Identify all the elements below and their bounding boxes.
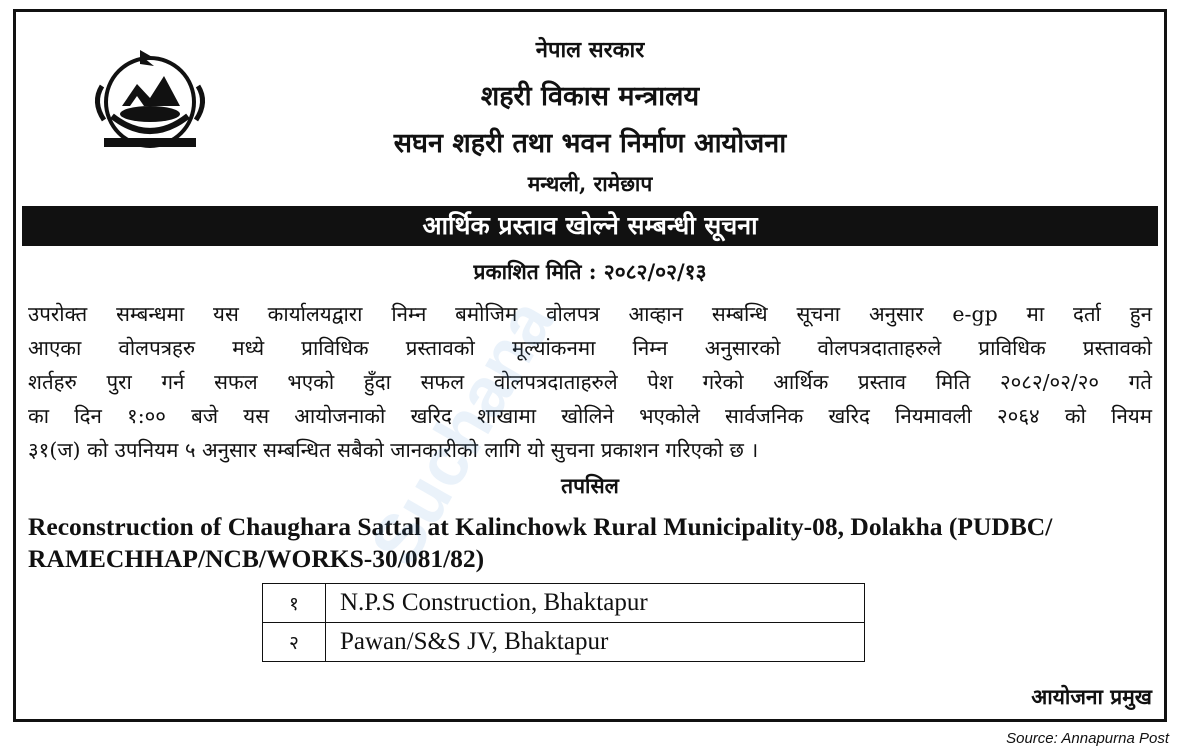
project-title-line-2: RAMECHHAP/NCB/WORKS-30/081/82): [28, 544, 485, 573]
notice-frame: [13, 9, 1167, 722]
body-line-5: ३१(ज) को उपनियम ५ अनुसार सम्बन्धित सबैको जानकारीको लागि यो सुचना प्रकाशन गरिएको छ ।: [28, 438, 759, 462]
source-credit: Source: Annapurna Post: [1006, 730, 1169, 747]
section-title: तपसिल: [561, 473, 619, 498]
bidder-name: Pawan/S&S JV, Bhaktapur: [326, 623, 865, 662]
publish-date: प्रकाशित मिति : २०८२/०२/१३: [473, 259, 707, 284]
ministry-name: शहरी विकास मन्त्रालय: [480, 81, 700, 112]
body-line-2: आएका वोलपत्रहरु मध्ये प्राविधिक प्रस्तावको मूल्यांकनमा निम्न अनुसारको वोलपत्रदाताहरुले प्राविधिक प्रस्तावको: [28, 336, 1152, 360]
project-office-name: सघन शहरी तथा भवन निर्माण आयोजना: [393, 128, 787, 159]
body-line-4: का दिन १:०० बजे यस आयोजनाको खरिद शाखामा खोलिने भएकोले सार्वजनिक खरिद नियमावली २०६४ को नियम: [28, 404, 1152, 428]
table-row: [263, 623, 865, 662]
office-location: मन्थली, रामेछाप: [527, 171, 653, 196]
bidder-serial: १: [263, 584, 326, 623]
bidders-table: [262, 583, 865, 662]
bidder-serial: २: [263, 623, 326, 662]
notice-title-banner: आर्थिक प्रस्ताव खोल्ने सम्बन्धी सूचना: [22, 206, 1158, 246]
watermark: Suchana: [355, 286, 569, 578]
government-name: नेपाल सरकार: [535, 37, 645, 63]
project-title-line-1: Reconstruction of Chaughara Sattal at Kalinchowk Rural Municipality-08, Dolakha (PUDBC/: [28, 512, 1053, 541]
body-line-1: उपरोक्त सम्बन्धमा यस कार्यालयद्वारा निम्न बमोजिम वोलपत्र आव्हान सम्बन्धि सूचना अनुसार e-gp मा दर्ता हुन: [28, 302, 1152, 326]
body-line-3: शर्तहरु पुरा गर्न सफल भएको हुँदा सफल वोलपत्रदाताहरुले पेश गरेको आर्थिक प्रस्ताव मिति २०८२/०२/२० गते: [28, 370, 1152, 394]
table-row: [263, 584, 865, 623]
signature-title: आयोजना प्रमुख: [1031, 684, 1152, 709]
bidder-name: N.P.S Construction, Bhaktapur: [326, 584, 865, 623]
